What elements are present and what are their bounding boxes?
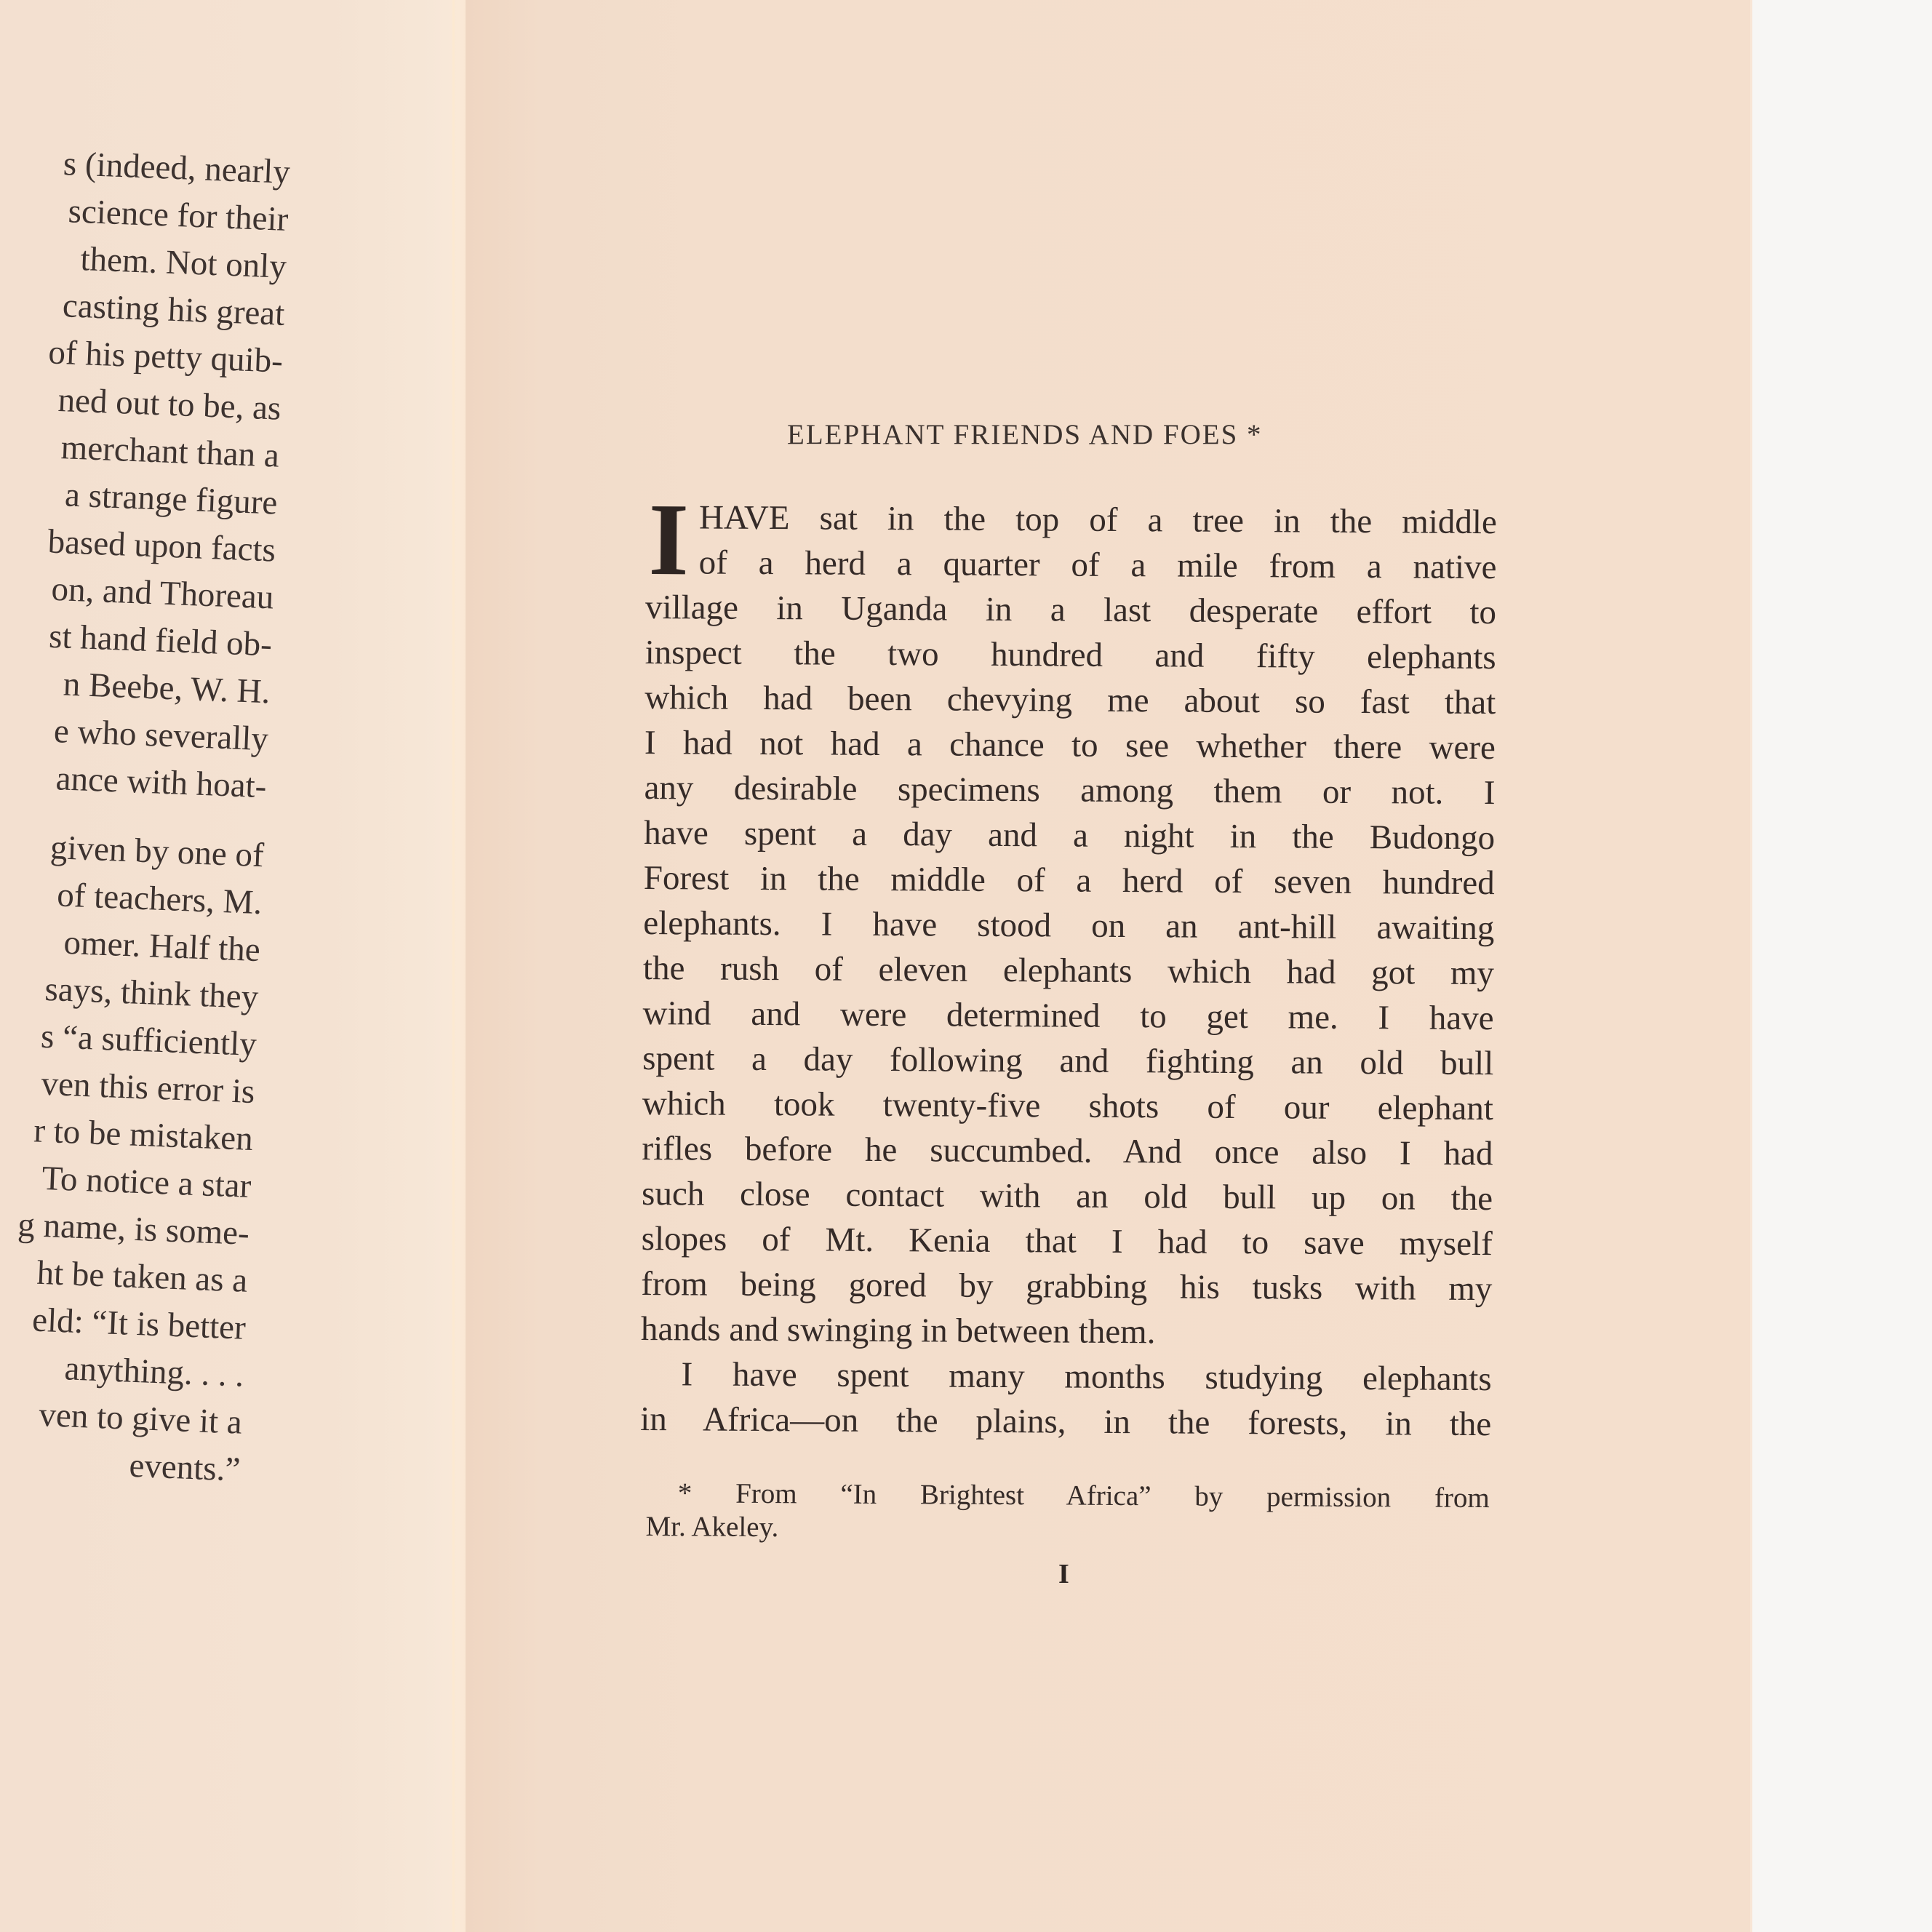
text-line: based upon facts [47, 522, 276, 570]
text-line: village in Uganda in a last desperate effort to [644, 588, 1497, 632]
text-line: any desirable specimens among them or not. I [644, 768, 1496, 813]
gutter-fold-line [452, 0, 455, 1932]
text-line: which took twenty-five shots of our elephant [642, 1084, 1494, 1128]
text-line: s (indeed, nearly [63, 145, 291, 191]
text-line: such close contact with an old bull up on the [641, 1174, 1493, 1218]
text-line: in Africa—on the plains, in the forests, in the [640, 1400, 1492, 1444]
text-line: of teachers, M. [56, 876, 263, 922]
footnote-line: Mr. Akeley. [645, 1510, 779, 1544]
text-line: which had been chevying me about so fast that [644, 678, 1496, 722]
text-line: I had not had a chance to see whether there were [644, 723, 1496, 767]
text-line: of his petty quib- [47, 333, 284, 380]
text-line: spent a day following and fighting an old bull [642, 1039, 1494, 1083]
text-line: slopes of Mt. Kenia that I had to save myself [641, 1219, 1493, 1264]
text-line: g name, is some- [17, 1205, 250, 1253]
footnote-line: * From “In Brightest Africa” by permission from [677, 1477, 1490, 1514]
background-surface [1752, 0, 1932, 1932]
text-line: e who severally [53, 712, 269, 759]
text-line: eld: “It is better [31, 1301, 247, 1347]
text-line: ven to give it a [38, 1396, 243, 1442]
text-line: says, think they [44, 970, 260, 1017]
text-line: To notice a star [41, 1159, 252, 1205]
text-line: Forest in the middle of a herd of seven hundred [643, 858, 1495, 903]
text-line: ht be taken as a [36, 1253, 249, 1300]
text-line: st hand field ob- [48, 617, 273, 664]
text-line: n Beebe, W. H. [62, 665, 271, 711]
text-line: s “a sufficiently [40, 1017, 258, 1064]
text-line: them. Not only [79, 240, 287, 286]
text-line: r to be mistaken [33, 1111, 254, 1158]
text-line: merchant than a [60, 428, 280, 475]
text-line: the rush of eleven elephants which had got my [642, 949, 1495, 993]
chapter-body [640, 482, 1497, 1447]
text-line: ance with hoat- [55, 759, 268, 806]
text-line: inspect the two hundred and fifty elephants [644, 633, 1496, 677]
text-line: rifles before he succumbed. And once also I had [642, 1129, 1493, 1173]
text-line: hands and swinging in between them. [640, 1309, 1156, 1352]
text-line: omer. Half the [63, 923, 261, 970]
page-number: I [1058, 1559, 1069, 1589]
footnote [645, 1477, 1490, 1549]
text-line: from being gored by grabbing his tusks with my [641, 1264, 1493, 1309]
text-line: HAVE sat in the top of a tree in the middle [698, 498, 1497, 542]
text-line: events.” [128, 1446, 242, 1489]
text-line: of a herd a quarter of a mile from a native [698, 543, 1497, 587]
text-line: have spent a day and a night in the Budongo [644, 813, 1496, 858]
drop-cap: I [648, 482, 690, 597]
text-line: elephants. I have stood on an ant-hill awaiting [643, 903, 1495, 948]
chapter-title: ELEPHANT FRIENDS AND FOES * [787, 419, 1263, 450]
text-line: casting his great [62, 287, 286, 333]
text-line: wind and were determined to get me. I have [642, 994, 1494, 1038]
text-line: anything. . . . [63, 1349, 245, 1394]
text-line: given by one of [49, 829, 265, 875]
text-line: a strange figure [64, 476, 279, 522]
text-line: I have spent many months studying elephants [681, 1355, 1492, 1399]
text-line: ven this error is [40, 1064, 256, 1111]
text-line: ned out to be, as [57, 380, 282, 428]
text-line: on, and Thoreau [50, 570, 275, 617]
text-line: science for their [67, 192, 290, 239]
